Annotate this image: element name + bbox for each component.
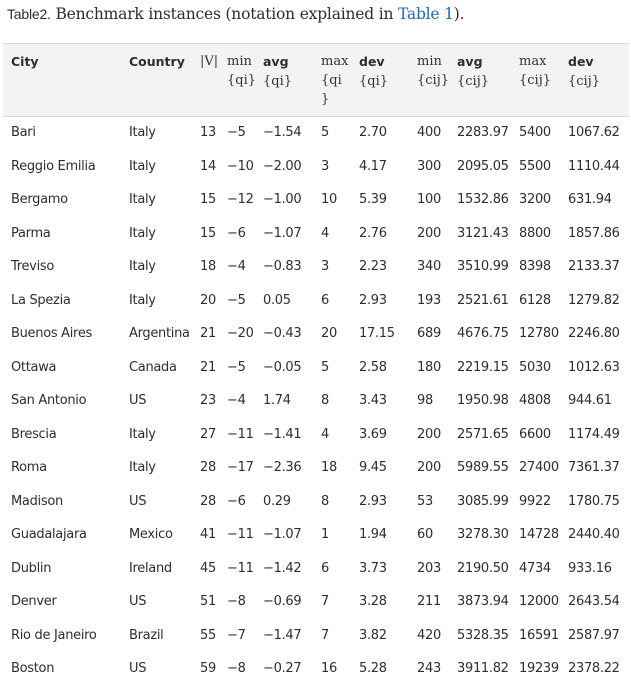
header-avg-q-line1: avg — [263, 54, 289, 69]
cell-vertex-count: 28 — [200, 460, 216, 476]
cell-max-q: 20 — [321, 326, 337, 342]
cell-max-c: 8800 — [519, 225, 551, 241]
cell-max-q: 8 — [321, 393, 329, 409]
cell-min-q: −4 — [227, 393, 246, 409]
cell-dev-c: 1012.63 — [568, 359, 620, 375]
cell-min-c: 180 — [417, 359, 441, 375]
cell-max-c: 12000 — [519, 594, 559, 610]
cell-dev-q: 4.17 — [359, 158, 387, 174]
cell-avg-q: 0.29 — [263, 493, 291, 509]
caption-text: Benchmark instances (notation explained in — [50, 5, 398, 23]
cell-city: Treviso — [11, 259, 55, 275]
cell-dev-q: 2.93 — [359, 292, 387, 308]
cell-city: Parma — [11, 225, 51, 241]
cell-avg-c: 3911.82 — [457, 661, 509, 677]
table-1-link[interactable]: Table 1 — [397, 5, 454, 23]
cell-vertex-count: 28 — [200, 493, 216, 509]
cell-min-c: 53 — [417, 493, 433, 509]
cell-avg-c: 2571.65 — [457, 426, 509, 442]
cell-avg-q: 0.05 — [263, 292, 291, 308]
cell-country: Italy — [129, 259, 156, 275]
header-dev-c-line2: {cij} — [568, 74, 601, 89]
cell-dev-q: 3.82 — [359, 627, 387, 643]
cell-country: US — [129, 594, 147, 610]
cell-dev-q: 1.94 — [359, 527, 387, 543]
cell-city: Buenos Aires — [11, 326, 92, 342]
cell-dev-q: 3.73 — [359, 560, 387, 576]
cell-vertex-count: 59 — [200, 661, 216, 677]
cell-avg-c: 2095.05 — [457, 158, 509, 174]
header-dev-c — [560, 44, 629, 116]
cell-country: Italy — [129, 225, 156, 241]
cell-max-q: 10 — [321, 192, 337, 208]
cell-city: La Spezia — [11, 292, 71, 308]
table-row — [3, 250, 629, 284]
cell-avg-c: 3121.43 — [457, 225, 509, 241]
cell-avg-c: 1950.98 — [457, 393, 509, 409]
cell-dev-q: 2.93 — [359, 493, 387, 509]
cell-country: Mexico — [129, 527, 173, 543]
cell-city: Dublin — [11, 560, 52, 576]
cell-min-q: −8 — [227, 594, 246, 610]
cell-max-c: 6128 — [519, 292, 551, 308]
header-max-c-line2: {cij} — [519, 73, 552, 88]
cell-country: US — [129, 393, 147, 409]
cell-min-q: −8 — [227, 661, 246, 677]
cell-dev-q: 2.76 — [359, 225, 387, 241]
cell-country: Argentina — [129, 326, 190, 342]
cell-avg-q: −0.83 — [263, 259, 302, 275]
cell-avg-c: 2521.61 — [457, 292, 509, 308]
cell-max-c: 5030 — [519, 359, 551, 375]
cell-avg-c: 4676.75 — [457, 326, 509, 342]
cell-city: Roma — [11, 460, 47, 476]
cell-max-c: 12780 — [519, 326, 559, 342]
cell-max-c: 19239 — [519, 661, 559, 677]
cell-dev-c: 1780.75 — [568, 493, 620, 509]
cell-city: Boston — [11, 661, 55, 677]
table-row — [3, 619, 629, 653]
cell-avg-q: −1.54 — [263, 125, 302, 141]
cell-min-q: −5 — [227, 125, 246, 141]
cell-max-q: 8 — [321, 493, 329, 509]
cell-min-c: 203 — [417, 560, 441, 576]
cell-max-c: 16591 — [519, 627, 559, 643]
benchmark-table — [3, 43, 629, 689]
cell-min-q: −11 — [227, 426, 254, 442]
cell-dev-q: 2.58 — [359, 359, 387, 375]
header-country-line1: Country — [129, 54, 185, 69]
cell-min-q: −5 — [227, 292, 246, 308]
cell-max-q: 4 — [321, 225, 329, 241]
cell-min-c: 300 — [417, 158, 441, 174]
cell-avg-c: 3278.30 — [457, 527, 509, 543]
table-row — [3, 652, 629, 686]
header-max-c-line1: max — [519, 54, 547, 69]
cell-max-c: 4734 — [519, 560, 551, 576]
cell-vertex-count: 21 — [200, 326, 216, 342]
table-row — [3, 217, 629, 251]
cell-dev-c: 631.94 — [568, 192, 612, 208]
header-city — [3, 44, 121, 116]
cell-max-c: 3200 — [519, 192, 551, 208]
cell-max-q: 7 — [321, 594, 329, 610]
caption-end: ). — [453, 5, 465, 23]
cell-max-c: 9922 — [519, 493, 551, 509]
cell-avg-q: −1.41 — [263, 426, 302, 442]
cell-avg-q: −1.07 — [263, 225, 302, 241]
header-max-q-line1: max — [321, 54, 349, 69]
header-max-c — [511, 44, 560, 116]
cell-dev-c: 1857.86 — [568, 225, 620, 241]
cell-min-c: 193 — [417, 292, 441, 308]
cell-max-c: 5500 — [519, 158, 551, 174]
header-min-c-line2: {cij} — [417, 73, 450, 88]
header-max-q-line3: } — [321, 92, 330, 107]
cell-avg-q: −0.05 — [263, 359, 302, 375]
cell-max-q: 5 — [321, 359, 329, 375]
cell-dev-c: 2378.22 — [568, 661, 620, 677]
cell-dev-c: 933.16 — [568, 560, 612, 576]
header-min-q — [219, 44, 255, 116]
cell-min-c: 200 — [417, 426, 441, 442]
cell-max-q: 18 — [321, 460, 337, 476]
cell-min-c: 243 — [417, 661, 441, 677]
caption-label: Table2. — [7, 6, 51, 22]
cell-avg-q: −0.27 — [263, 661, 302, 677]
header-max-q-line2: {qi — [321, 73, 342, 88]
cell-country: US — [129, 493, 147, 509]
cell-max-q: 1 — [321, 527, 329, 543]
header-avg-c-line1: avg — [457, 54, 483, 69]
cell-min-q: −6 — [227, 493, 246, 509]
cell-avg-q: −0.69 — [263, 594, 302, 610]
cell-max-c: 4808 — [519, 393, 551, 409]
header-min-q-line1: min — [227, 54, 252, 69]
cell-avg-q: −1.07 — [263, 527, 302, 543]
cell-vertex-count: 41 — [200, 527, 216, 543]
cell-country: Italy — [129, 460, 156, 476]
cell-dev-q: 5.28 — [359, 661, 387, 677]
cell-city: Reggio Emilia — [11, 158, 96, 174]
header-max-q — [313, 44, 351, 116]
cell-vertex-count: 18 — [200, 259, 216, 275]
cell-min-c: 400 — [417, 125, 441, 141]
cell-avg-q: −1.00 — [263, 192, 302, 208]
cell-avg-c: 2283.97 — [457, 125, 509, 141]
cell-min-q: −11 — [227, 527, 254, 543]
cell-min-q: −6 — [227, 225, 246, 241]
cell-avg-c: 1532.86 — [457, 192, 509, 208]
cell-min-q: −7 — [227, 627, 246, 643]
cell-vertex-count: 13 — [200, 125, 216, 141]
cell-min-c: 100 — [417, 192, 441, 208]
table-row — [3, 518, 629, 552]
header-vertex-count — [192, 44, 219, 116]
header-min-c-line1: min — [417, 54, 442, 69]
cell-city: Bergamo — [11, 192, 68, 208]
cell-max-c: 5400 — [519, 125, 551, 141]
cell-max-q: 4 — [321, 426, 329, 442]
cell-min-q: −12 — [227, 192, 254, 208]
table-row — [3, 351, 629, 385]
cell-dev-c: 2643.54 — [568, 594, 620, 610]
cell-country: US — [129, 661, 147, 677]
cell-city: Ottawa — [11, 359, 57, 375]
cell-city: Denver — [11, 594, 57, 610]
cell-max-q: 5 — [321, 125, 329, 141]
cell-min-c: 60 — [417, 527, 433, 543]
table-row — [3, 183, 629, 217]
cell-avg-q: −1.47 — [263, 627, 302, 643]
cell-min-q: −17 — [227, 460, 254, 476]
cell-vertex-count: 55 — [200, 627, 216, 643]
cell-dev-c: 2587.97 — [568, 627, 620, 643]
cell-max-q: 7 — [321, 627, 329, 643]
cell-avg-c: 2190.50 — [457, 560, 509, 576]
cell-dev-q: 5.39 — [359, 192, 387, 208]
cell-min-c: 340 — [417, 259, 441, 275]
cell-dev-q: 17.15 — [359, 326, 395, 342]
cell-avg-q: 1.74 — [263, 393, 291, 409]
header-avg-c-line2: {cij} — [457, 74, 490, 89]
cell-vertex-count: 14 — [200, 158, 216, 174]
cell-max-q: 6 — [321, 560, 329, 576]
header-vertex-count-line1: |V| — [200, 54, 219, 69]
cell-min-q: −5 — [227, 359, 246, 375]
cell-vertex-count: 15 — [200, 192, 216, 208]
cell-min-c: 200 — [417, 225, 441, 241]
cell-city: Guadalajara — [11, 527, 87, 543]
table-row — [3, 284, 629, 318]
cell-avg-q: −2.36 — [263, 460, 302, 476]
cell-vertex-count: 21 — [200, 359, 216, 375]
cell-vertex-count: 27 — [200, 426, 216, 442]
cell-min-c: 98 — [417, 393, 433, 409]
cell-dev-q: 3.28 — [359, 594, 387, 610]
cell-max-q: 6 — [321, 292, 329, 308]
cell-min-c: 211 — [417, 594, 441, 610]
cell-min-c: 200 — [417, 460, 441, 476]
cell-dev-c: 1110.44 — [568, 158, 620, 174]
table-row — [3, 150, 629, 184]
cell-vertex-count: 15 — [200, 225, 216, 241]
table-row — [3, 585, 629, 619]
header-avg-c — [449, 44, 511, 116]
cell-dev-c: 2133.37 — [568, 259, 620, 275]
cell-max-q: 3 — [321, 259, 329, 275]
header-dev-q-line2: {qi} — [359, 74, 389, 89]
cell-dev-c: 1279.82 — [568, 292, 620, 308]
cell-dev-q: 3.69 — [359, 426, 387, 442]
cell-country: Italy — [129, 292, 156, 308]
table-row — [3, 552, 629, 586]
header-avg-q — [255, 44, 313, 116]
cell-dev-q: 9.45 — [359, 460, 387, 476]
cell-country: Italy — [129, 158, 156, 174]
cell-min-c: 689 — [417, 326, 441, 342]
cell-city: San Antonio — [11, 393, 87, 409]
cell-vertex-count: 23 — [200, 393, 216, 409]
header-dev-q-line1: dev — [359, 54, 385, 69]
cell-vertex-count: 45 — [200, 560, 216, 576]
header-country — [121, 44, 192, 116]
header-min-q-line2: {qi} — [227, 73, 257, 88]
cell-country: Italy — [129, 426, 156, 442]
table-caption — [7, 5, 464, 23]
cell-dev-q: 2.23 — [359, 259, 387, 275]
cell-avg-c: 5328.35 — [457, 627, 509, 643]
cell-avg-c: 3873.94 — [457, 594, 509, 610]
header-dev-q — [351, 44, 409, 116]
cell-min-q: −4 — [227, 259, 246, 275]
table-row — [3, 451, 629, 485]
cell-country: Ireland — [129, 560, 172, 576]
cell-max-c: 27400 — [519, 460, 559, 476]
cell-dev-c: 7361.37 — [568, 460, 620, 476]
cell-dev-c: 1174.49 — [568, 426, 620, 442]
header-dev-c-line1: dev — [568, 54, 594, 69]
cell-dev-c: 2440.40 — [568, 527, 620, 543]
cell-country: Canada — [129, 359, 177, 375]
cell-city: Bari — [11, 125, 36, 141]
cell-min-q: −10 — [227, 158, 254, 174]
cell-avg-q: −1.42 — [263, 560, 302, 576]
cell-avg-q: −0.43 — [263, 326, 302, 342]
cell-avg-c: 2219.15 — [457, 359, 509, 375]
cell-city: Madison — [11, 493, 63, 509]
cell-min-q: −20 — [227, 326, 254, 342]
cell-dev-c: 944.61 — [568, 393, 612, 409]
cell-country: Italy — [129, 192, 156, 208]
cell-max-c: 6600 — [519, 426, 551, 442]
cell-avg-q: −2.00 — [263, 158, 302, 174]
cell-avg-c: 3510.99 — [457, 259, 509, 275]
cell-min-q: −11 — [227, 560, 254, 576]
cell-dev-q: 2.70 — [359, 125, 387, 141]
table-row — [3, 485, 629, 519]
cell-city: Brescia — [11, 426, 57, 442]
cell-country: Brazil — [129, 627, 164, 643]
cell-city: Rio de Janeiro — [11, 627, 97, 643]
header-city-line1: City — [11, 54, 39, 69]
cell-max-q: 3 — [321, 158, 329, 174]
table-row — [3, 384, 629, 418]
table-row — [3, 116, 629, 150]
cell-dev-q: 3.43 — [359, 393, 387, 409]
cell-avg-c: 5989.55 — [457, 460, 509, 476]
table-row — [3, 317, 629, 351]
cell-avg-c: 3085.99 — [457, 493, 509, 509]
table-header-row — [3, 44, 629, 116]
cell-country: Italy — [129, 125, 156, 141]
cell-min-c: 420 — [417, 627, 441, 643]
cell-vertex-count: 51 — [200, 594, 216, 610]
benchmark-data-table — [3, 44, 629, 686]
table-row — [3, 418, 629, 452]
cell-max-c: 8398 — [519, 259, 551, 275]
cell-dev-c: 2246.80 — [568, 326, 620, 342]
cell-max-q: 16 — [321, 661, 337, 677]
header-avg-q-line2: {qi} — [263, 74, 293, 89]
cell-dev-c: 1067.62 — [568, 125, 620, 141]
cell-max-c: 14728 — [519, 527, 559, 543]
header-min-c — [409, 44, 449, 116]
cell-vertex-count: 20 — [200, 292, 216, 308]
